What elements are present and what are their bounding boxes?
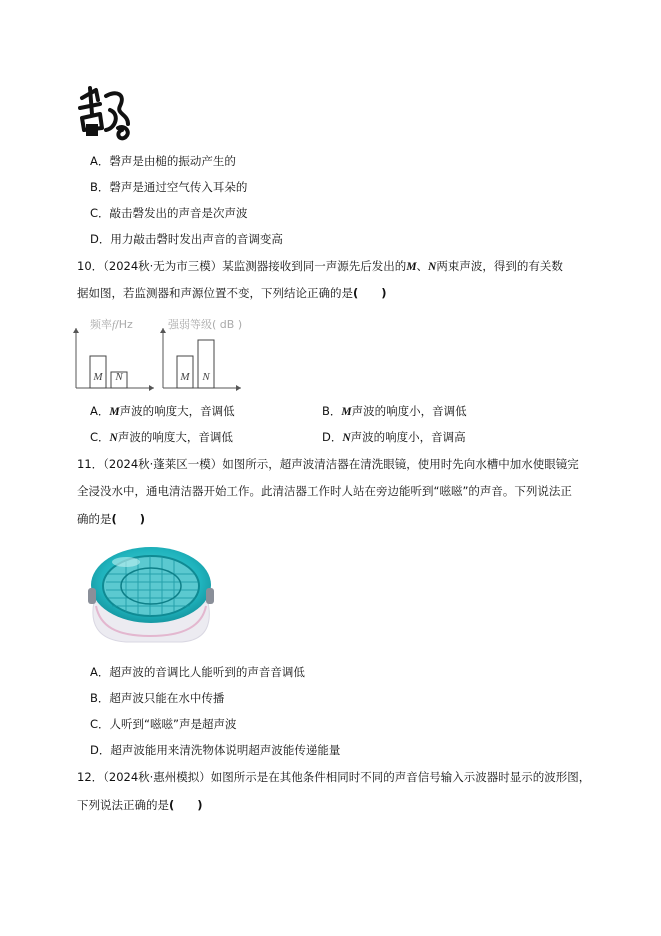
option-letter: D． <box>322 430 343 444</box>
answer-paren: ( ) <box>111 512 146 526</box>
q10-stem-line2 <box>77 284 387 302</box>
option-letter: B． <box>90 180 110 194</box>
option-letter: B． <box>90 691 110 705</box>
q10-stem-line1 <box>77 257 563 276</box>
option-letter: C． <box>90 717 110 731</box>
stem-text: 10．（2024秋·无为市三模）某监测器接收到同一声源先后发出的 <box>77 259 407 273</box>
option-text: 超声波能用来清洗物体说明超声波能传递能量 <box>110 743 341 757</box>
var-m: M <box>406 261 417 273</box>
option-letter: D． <box>90 743 111 757</box>
q11-stem-line2: 全浸没水中，通电清洁器开始工作。此清洁器工作时人站在旁边能听到“嗞嗞”的声音。下列说法正 <box>77 484 572 498</box>
q11-stem-line1: 11．（2024秋·蓬莱区一模）如图所示，超声波清洁器在清洗眼镜，使用时先向水槽中加水使眼镜完 <box>77 457 579 471</box>
option-text: 超声波只能在水中传播 <box>109 691 225 705</box>
chart2-y-arrow <box>160 328 166 333</box>
option-text: 声波的响度大，音调低 <box>119 404 235 418</box>
option-var: N <box>109 432 118 444</box>
q11-option-c[interactable] <box>90 715 236 733</box>
q12-stem-line1: 12．（2024秋·惠州模拟）如图所示是在其他条件相同时不同的声音信号输入示波器时显示的波形图， <box>77 770 591 784</box>
option-text: 磬声是由槌的振动产生的 <box>109 154 236 168</box>
chart2-plot <box>155 314 255 394</box>
q9-option-c[interactable] <box>90 204 248 222</box>
option-text: 声波的响度小，音调低 <box>351 404 467 418</box>
ultrasonic-cleaner-image <box>86 540 216 645</box>
q10-intensity-chart <box>155 314 255 394</box>
option-text: 人听到“嗞嗞”声是超声波 <box>109 717 237 731</box>
stem-text: 据如图，若监测器和声源位置不变，下列结论正确的是 <box>77 286 353 300</box>
option-letter: A． <box>90 665 110 679</box>
chart1-bar-label-n: N <box>115 371 123 383</box>
option-var: M <box>109 406 120 418</box>
q11-option-b[interactable] <box>90 689 224 707</box>
chart1-y-arrow <box>73 328 79 333</box>
option-text: 超声波的音调比人能听到的声音音调低 <box>109 665 305 679</box>
option-letter: C． <box>90 430 110 444</box>
stone-chime-glyph-image <box>76 84 136 144</box>
option-text: 敲击磬发出的声音是次声波 <box>109 206 248 220</box>
q10-option-b[interactable] <box>322 402 467 421</box>
option-letter: A． <box>90 404 110 418</box>
option-text: 声波的响度大，音调低 <box>117 430 233 444</box>
chart1-x-arrow <box>149 385 154 391</box>
option-letter: B． <box>322 404 342 418</box>
stem-text: 确的是 <box>77 512 112 526</box>
axis-label-text: 频率 <box>90 318 112 331</box>
chart2-bar-label-m: M <box>180 371 190 383</box>
q11-option-d[interactable] <box>90 741 340 759</box>
option-letter: D． <box>90 232 111 246</box>
option-text: 声波的响度小，音调高 <box>350 430 466 444</box>
chart2-x-arrow <box>236 385 241 391</box>
q9-option-b[interactable] <box>90 178 247 196</box>
option-letter: C． <box>90 206 110 220</box>
chart1-bar-label-m: M <box>93 371 103 383</box>
q10-option-d[interactable] <box>322 428 466 447</box>
q11-stem-line3 <box>77 510 145 528</box>
chart2-bar-label-n: N <box>202 371 210 383</box>
stem-text: 两束声波，得到的有关数 <box>436 259 563 273</box>
chart2-axis-label: 强弱等级( dB ) <box>168 318 243 331</box>
chart1-plot <box>68 314 168 394</box>
q11-option-a[interactable] <box>90 663 305 681</box>
q10-frequency-chart <box>68 314 168 394</box>
option-var: N <box>342 432 351 444</box>
option-text: 用力敲击磬时发出声音的音调变高 <box>110 232 283 246</box>
option-text: 磬声是通过空气传入耳朵的 <box>109 180 248 194</box>
q10-option-c[interactable] <box>90 428 233 447</box>
option-letter: A． <box>90 154 110 168</box>
axis-label-unit: /Hz <box>115 318 133 331</box>
q10-option-a[interactable] <box>90 402 235 421</box>
option-var: M <box>341 406 352 418</box>
separator: 、 <box>416 259 429 273</box>
stem-text: 下列说法正确的是 <box>77 798 169 812</box>
var-n: N <box>428 261 437 273</box>
axis-label-var: f <box>112 319 116 331</box>
q12-stem-line2 <box>77 796 203 814</box>
q9-option-a[interactable] <box>90 152 236 170</box>
q9-option-d[interactable] <box>90 230 283 248</box>
answer-paren: ( ) <box>353 286 387 300</box>
answer-paren: ( ) <box>169 798 203 812</box>
